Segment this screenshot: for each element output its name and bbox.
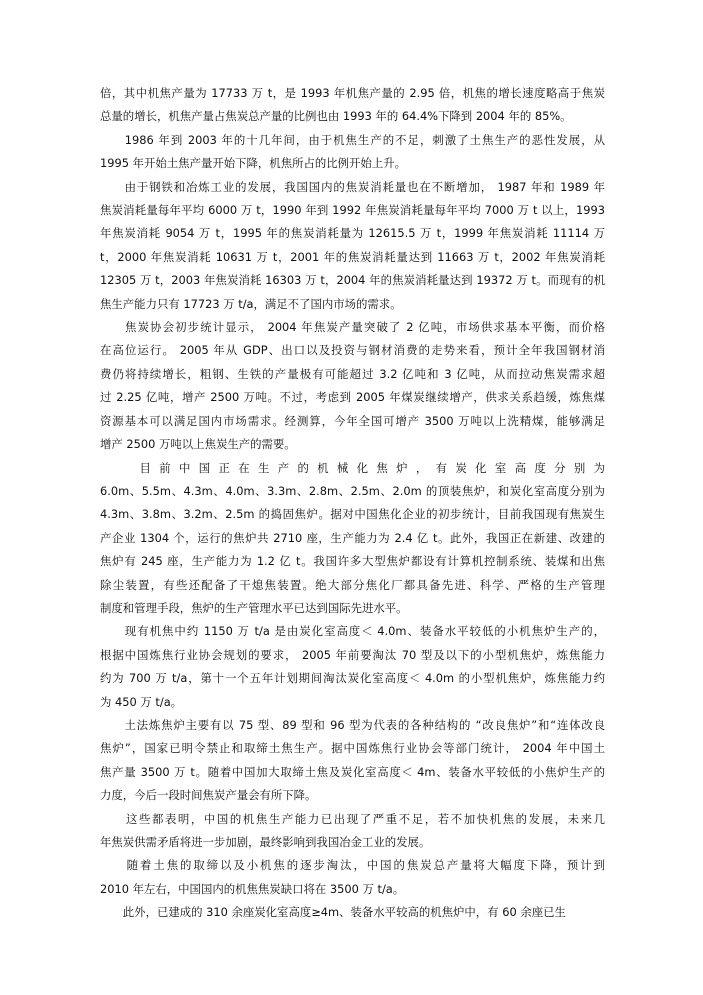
text-line: 这些都表明，中国的机焦生产能力已出现了严重不足，若不加快机焦的发展，未来几	[100, 811, 605, 826]
text-line: 根据中国炼焦行业协会规划的要求， 2005 年前要淘汰 70 型及以下的小型机焦炉，炼焦能力	[100, 647, 605, 662]
text-line: 焦炭协会初步统计显示， 2004 年焦炭产量突破了 2 亿吨，市场供求基本平衡，而价格	[100, 320, 605, 335]
paragraph	[100, 901, 605, 924]
paragraph	[100, 620, 605, 714]
text-line: 资源基本可以满足国内市场需求。经测算，今年全国可增产 3500 万吨以上洗精煤，能够满足	[100, 413, 605, 428]
paragraph	[100, 176, 605, 316]
text-line: 制度和管理手段，焦炉的生产管理水平已达到国际先进水平。	[100, 600, 408, 615]
text-line: 焦产量 3500 万 t。随着中国加大取缔土焦及炭化室高度＜ 4m、装备水平较低的小焦炉生产的	[100, 764, 605, 779]
text-line: 12305 万 t，2003 年焦炭消耗 16303 万 t，2004 年的焦炭消耗量达到 19372 万 t。而现有的机	[100, 273, 605, 288]
text-line: t，2000 年焦炭消耗 10631 万 t，2001 年的焦炭消耗量达到 11663 万 t，2002 年焦炭消耗	[100, 249, 605, 264]
text-line: 焦生产能力只有 17723 万 t/a，满足不了国内市场的需求。	[100, 296, 402, 311]
text-line: 在高位运行。 2005 年从 GDP、出口以及投资与钢材消费的走势来看，预计全年我国钢材消	[100, 343, 605, 358]
text-line: 增产 2500 万吨以上焦炭生产的需要。	[100, 437, 296, 452]
paragraph	[100, 457, 605, 621]
paragraph	[100, 808, 605, 855]
text-line: 6.0m、5.5m、4.3m、4.0m、3.3m、2.8m、2.5m、2.0m 的顶装焦炉，和炭化室高度分别为	[100, 483, 605, 498]
text-line: 约为 700 万 t/a，第十一个五年计划期间淘汰炭化室高度＜ 4.0m 的小型机焦炉，炼焦能力约	[100, 671, 605, 686]
text-line: 现有机焦中约 1150 万 t/a 是由炭化室高度＜ 4.0m、装备水平较低的小机焦炉生产的，	[100, 624, 605, 639]
text-line: 2010 年左右，中国国内的机焦焦炭缺口将在 3500 万 t/a。	[100, 881, 405, 896]
text-line: 年焦炭供需矛盾将进一步加剧，最终影响到我国冶金工业的发展。	[100, 835, 431, 849]
text-line: 力度，今后一段时间焦炭产量会有所下降。	[100, 788, 317, 803]
text-line: 1995 年开始土焦产量开始下降，机焦所占的比例开始上升。	[100, 156, 406, 171]
text-line: 年焦炭消耗 9054 万 t，1995 年的焦炭消耗量为 12615.5 万 t，1999 年焦炭消耗 11114 万	[100, 226, 605, 241]
paragraph	[100, 854, 605, 901]
text-line: 土法炼焦炉主要有以 75 型、89 型和 96 型为代表的各种结构的 “改良焦炉”和“连体改良	[100, 717, 605, 732]
paragraph	[100, 129, 605, 176]
text-line: 倍，其中机焦产量为 17733 万 t，是 1993 年机焦产量的 2.95 倍，机焦的增长速度略高于焦炭	[100, 86, 605, 100]
text-line: 焦炉”，国家已明令禁止和取缔土焦生产。据中国炼焦行业协会等部门统计， 2004 年中国土	[100, 741, 605, 756]
paragraph	[100, 82, 605, 129]
document-body	[100, 82, 605, 925]
paragraph	[100, 316, 605, 456]
text-line: 随着土焦的取缔以及小机焦的逐步淘汰，中国的焦炭总产量将大幅度下降，预计到	[100, 858, 605, 873]
text-line: 4.3m、3.8m、3.2m、2.5m 的捣固焦炉。据对中国焦化企业的初步统计，目前我国现有焦炭生	[100, 507, 605, 522]
text-line: 总量的增长，机焦产量占焦炭总产量的比例也由 1993 年的 64.4%下降到 2004 年的 85%。	[100, 109, 572, 124]
text-line: 除尘装置，有些还配备了干熄焦装置。绝大部分焦化厂都具备先进、科学、严格的生产管理	[100, 577, 605, 592]
text-line: 产企业 1304 个，运行的焦炉共 2710 座，生产能力为 2.4 亿 t。此外，我国正在新建、改建的	[100, 530, 605, 545]
text-line: 费仍将持续增长，粗钢、生铁的产量极有可能超过 3.2 亿吨和 3 亿吨，从而拉动焦炭需求超	[100, 366, 605, 381]
text-line: 目前中国正在生产的机械化焦炉，有炭化室高度分别为	[100, 460, 605, 475]
text-line: 过 2.25 亿吨，增产 2500 万吨。不过，考虑到 2005 年煤炭继续增产，供求关系趋缓，炼焦煤	[100, 390, 605, 405]
text-line: 由于钢铁和冶炼工业的发展，我国国内的焦炭消耗量也在不断增加， 1987 年和 1989 年	[100, 179, 605, 194]
text-line: 为 450 万 t/a。	[100, 694, 183, 709]
text-line: 焦炉有 245 座，生产能力为 1.2 亿 t。我国许多大型焦炉都设有计算机控制系统、装煤和出焦	[100, 554, 605, 569]
paragraph	[100, 714, 605, 808]
text-line: 此外，已建成的 310 余座炭化室高度≥4m、装备水平较高的机焦炉中，有 60 余座已生	[100, 905, 566, 920]
text-line: 1986 年到 2003 年的十几年间，由于机焦生产的不足，刺激了土焦生产的恶性发展，从	[100, 132, 605, 147]
text-line: 焦炭消耗量每年平均 6000 万 t，1990 年到 1992 年焦炭消耗量每年平均 7000 万 t 以上，1993	[100, 203, 605, 218]
